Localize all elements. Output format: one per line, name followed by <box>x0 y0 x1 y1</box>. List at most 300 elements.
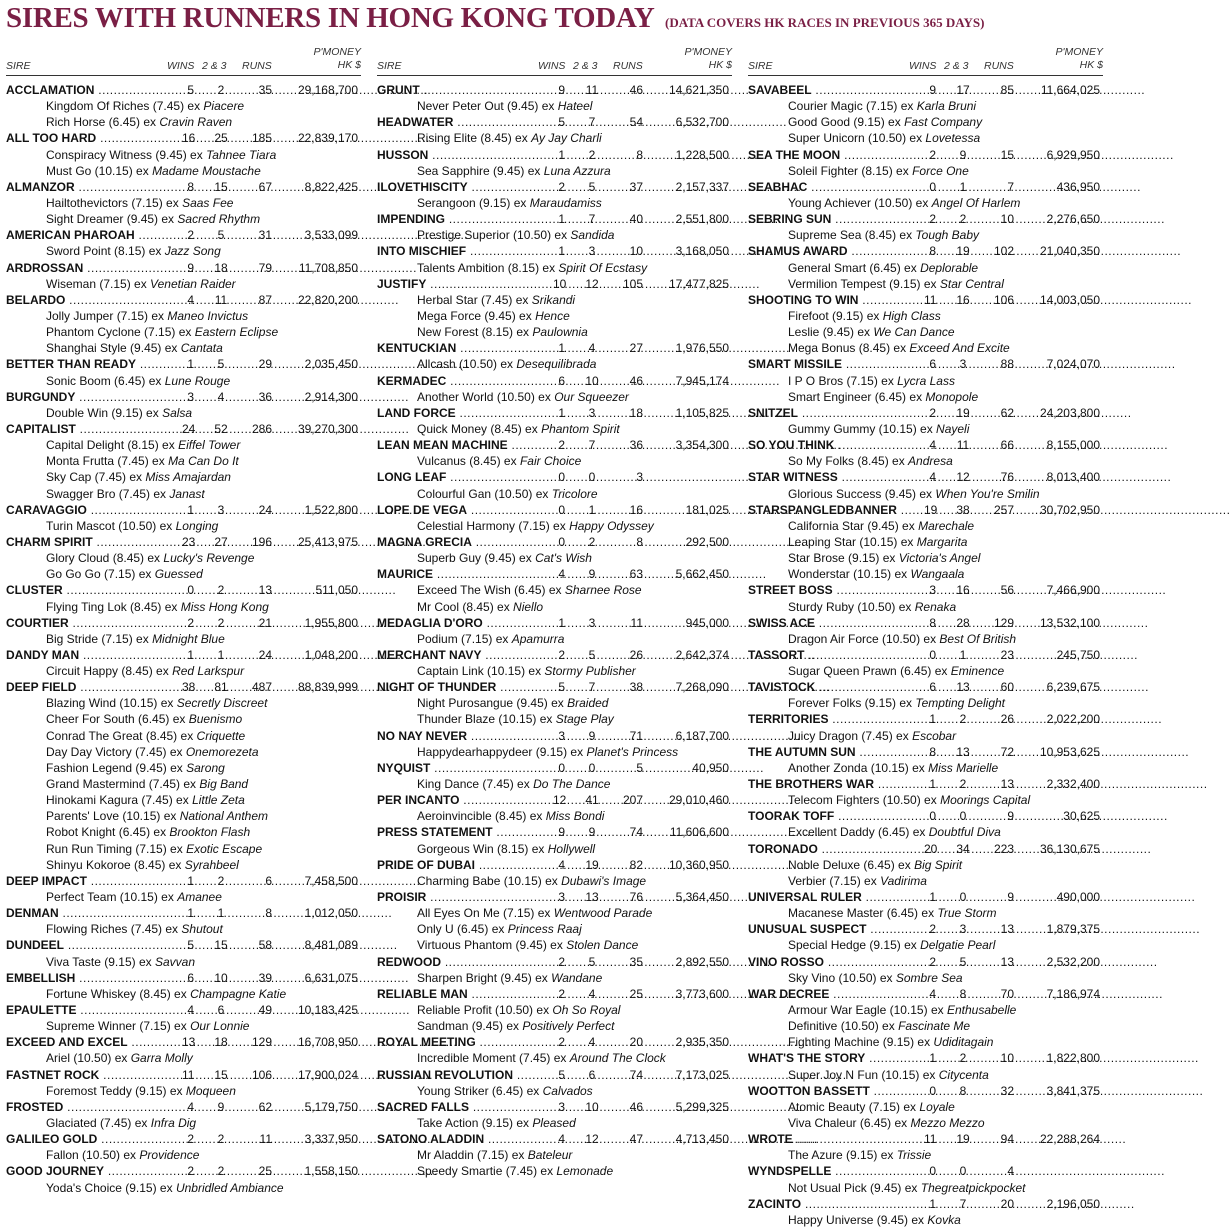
runner-name: Reliable Profit (10.50) ex <box>417 1003 550 1018</box>
runner-dam: Red Larkspur <box>172 664 245 679</box>
runner-name: California Star (9.45) ex <box>788 518 915 533</box>
sire-places: 17 <box>956 83 970 97</box>
sire-runs: 38 <box>629 680 643 695</box>
sire-prize-money: 22,820,200 <box>297 292 358 307</box>
runner-dam: Tempting Delight <box>915 696 1005 711</box>
runner-name: Incredible Moment (7.45) ex <box>417 1051 567 1066</box>
sire-row <box>6 1131 361 1147</box>
sire-places: 3 <box>217 502 225 517</box>
sire-prize-money: 7,466,900 <box>1046 583 1100 598</box>
sire-runs: 8 <box>265 906 272 921</box>
runner-row <box>6 728 361 744</box>
sire-prize-money: 16,708,950 <box>297 1035 358 1050</box>
runner-name: Double Win (9.15) ex <box>46 405 159 420</box>
runner-name: Sandman (9.45) ex <box>417 1019 520 1034</box>
runner-dam: Dubawi's Image <box>561 873 647 888</box>
sire-list <box>6 76 361 1196</box>
sire-prize-money: 24,203,800 <box>1039 405 1100 420</box>
sire-wins: 1 <box>558 212 565 227</box>
runner-name: Definitive (10.50) ex <box>788 1019 895 1034</box>
sire-places: 1 <box>959 647 967 662</box>
sire-wins: 8 <box>929 615 936 630</box>
sire-wins: 0 <box>558 534 565 549</box>
sire-wins: 1 <box>558 147 565 162</box>
sire-name: LEAN MEAN MACHINE ..... <box>377 437 562 453</box>
sire-places: 2 <box>217 873 225 888</box>
sire-runs: 40 <box>629 212 643 227</box>
sire-row <box>377 147 732 163</box>
sire-name: HEADWATER ..... <box>377 114 562 130</box>
runner-dam: Sharnee Rose <box>564 583 642 598</box>
sire-wins: 5 <box>558 680 565 695</box>
runner-name: Sky Cap (7.45) ex <box>46 470 143 485</box>
sire-row <box>748 147 1103 163</box>
sire-places: 7 <box>588 115 596 130</box>
sire-places: 2 <box>959 712 967 727</box>
runner-dam: Loyale <box>919 1099 955 1114</box>
sire-prize-money: 1,105,825 <box>675 405 729 420</box>
runner-dam: Hence <box>535 308 570 323</box>
runner-name: Night Purosangue (9.45) ex <box>417 696 564 711</box>
runner-row <box>748 824 1103 840</box>
runner-dam: Maneo Invictus <box>167 308 249 323</box>
runner-row <box>6 986 361 1002</box>
sire-row <box>6 82 361 98</box>
sire-places: 0 <box>959 1164 967 1179</box>
runner-dam: Thegreatpickpocket <box>920 1180 1026 1195</box>
sire-row <box>377 986 732 1002</box>
runner-dam: Big Band <box>199 777 249 792</box>
sire-prize-money: 10,953,625 <box>1039 744 1100 759</box>
sire-wins: 0 <box>929 1083 936 1098</box>
runner-name: Never Peter Out (9.45) ex <box>417 99 555 114</box>
runner-row <box>377 308 732 324</box>
runner-dam: Best Of British <box>939 631 1017 646</box>
runner-row <box>748 599 1103 615</box>
sire-prize-money: 14,003,050 <box>1039 292 1100 307</box>
sire-wins: 4 <box>558 1132 565 1147</box>
sire-prize-money: 29,168,700 <box>297 83 358 97</box>
runner-row <box>377 130 732 146</box>
sire-row <box>748 954 1103 970</box>
sire-prize-money: 22,288,264 <box>1039 1132 1100 1147</box>
sire-name: GALILEO GOLD ..... <box>6 1131 191 1147</box>
sire-wins: 6 <box>929 357 936 372</box>
sire-places: 10 <box>585 373 599 388</box>
runner-name: Rising Elite (8.45) ex <box>417 131 528 146</box>
sire-row <box>6 130 361 146</box>
runner-name: Quick Money (8.45) ex <box>417 421 538 436</box>
runner-dam: Victoria's Angel <box>898 551 981 566</box>
sire-wins: 9 <box>558 825 565 840</box>
sire-places: 9 <box>588 825 596 840</box>
sire-wins: 9 <box>558 83 565 97</box>
sire-name: SEABHAC ..... <box>748 179 933 195</box>
runner-name: Mega Force (9.45) ex <box>417 308 532 323</box>
header-places: 2 & 3 <box>573 60 598 72</box>
runner-row <box>748 1147 1103 1163</box>
sire-runs: 66 <box>1000 438 1014 453</box>
sire-places: 4 <box>588 341 596 356</box>
runner-row <box>6 631 361 647</box>
sire-places: 18 <box>214 1035 228 1050</box>
sire-runs: 87 <box>258 292 272 307</box>
sire-name: FROSTED ..... <box>6 1099 191 1115</box>
runner-row <box>6 340 361 356</box>
sire-runs: 74 <box>629 825 643 840</box>
runner-name: Big Stride (7.15) ex <box>46 631 149 646</box>
sire-row <box>377 889 732 905</box>
sire-wins: 24 <box>182 421 196 436</box>
sire-wins: 0 <box>558 502 565 517</box>
runner-row <box>6 808 361 824</box>
sire-row <box>377 954 732 970</box>
sire-wins: 11 <box>182 1067 195 1082</box>
sire-row <box>748 82 1103 98</box>
runner-row <box>377 663 732 679</box>
runner-name: Supreme Sea (8.45) ex <box>788 228 913 243</box>
runner-dam: Pleased <box>532 1116 576 1130</box>
sire-wins: 1 <box>558 341 565 356</box>
sire-places: 25 <box>214 131 228 146</box>
runner-name: Leaping Star (10.15) ex <box>788 534 914 549</box>
runner-name: Gummy Gummy (10.15) ex <box>788 421 933 436</box>
sire-name: LOPE DE VEGA ..... <box>377 502 562 518</box>
runner-name: Macanese Master (6.45) ex <box>788 906 935 921</box>
sire-row <box>6 1099 361 1115</box>
sire-wins: 1 <box>187 906 194 921</box>
sire-name: SHAMUS AWARD ..... <box>748 243 933 259</box>
runner-name: Super Joy N Fun (10.15) ex <box>788 1067 936 1082</box>
runner-dam: Kovka <box>927 1212 961 1227</box>
runner-dam: Salsa <box>162 405 193 420</box>
runner-name: Noble Deluxe (6.45) ex <box>788 857 911 872</box>
sire-prize-money: 2,935,350 <box>675 1035 729 1050</box>
sire-wins: 12 <box>553 793 567 808</box>
sire-row <box>6 970 361 986</box>
sire-runs: 10 <box>629 244 643 259</box>
sire-name: PROISIR ..... <box>377 889 562 905</box>
runner-dam: Sarong <box>186 760 225 775</box>
runner-dam: Wandane <box>551 970 603 985</box>
sire-runs: 13 <box>1000 777 1014 792</box>
runner-dam: Stolen Dance <box>566 938 639 953</box>
sire-wins: 5 <box>558 1067 565 1082</box>
sire-places: 5 <box>588 179 596 194</box>
sire-row <box>748 469 1103 485</box>
header-runs: RUNS <box>242 60 272 72</box>
header-prize-money-line2: HK $ <box>1079 59 1103 71</box>
sire-runs: 129 <box>993 615 1014 630</box>
sire-runs: 16 <box>629 502 643 517</box>
sire-prize-money: 6,532,700 <box>675 115 729 130</box>
sire-runs: 102 <box>993 244 1014 259</box>
sire-wins: 2 <box>187 1132 194 1147</box>
sire-wins: 5 <box>187 83 194 97</box>
sire-runs: 39 <box>258 970 272 985</box>
runner-dam: Onemorezeta <box>185 744 259 759</box>
sire-runs: 72 <box>1000 744 1014 759</box>
runner-name: Courier Magic (7.15) ex <box>788 99 914 114</box>
runner-row <box>748 421 1103 437</box>
sire-row <box>6 179 361 195</box>
runner-row <box>377 970 732 986</box>
sire-places: 7 <box>588 438 596 453</box>
runner-dam: Escobar <box>912 728 957 743</box>
sire-prize-money: 292,500 <box>685 534 729 549</box>
sire-runs: 54 <box>629 115 643 130</box>
runner-name: Serangoon (9.15) ex <box>417 195 527 210</box>
sire-name: TERRITORIES ..... <box>748 711 933 727</box>
sire-wins: 0 <box>929 1164 936 1179</box>
runner-name: Circuit Happy (8.45) ex <box>46 664 169 679</box>
runner-row <box>377 776 732 792</box>
sire-prize-money: 14,621,350 <box>668 83 729 97</box>
sire-row <box>377 114 732 130</box>
runner-row <box>748 114 1103 130</box>
sire-wins: 23 <box>182 534 196 549</box>
runner-row <box>377 98 732 114</box>
sire-runs: 74 <box>629 1067 643 1082</box>
sire-wins: 9 <box>929 83 936 97</box>
sire-name: WHAT'S THE STORY ..... <box>748 1050 933 1066</box>
runner-dam: Sombre Sea <box>895 970 963 985</box>
runner-dam: High Class <box>882 308 941 323</box>
runner-row <box>377 324 732 340</box>
runner-name: Soleil Fighter (8.15) ex <box>788 163 909 178</box>
runner-dam: Citycenta <box>938 1067 989 1082</box>
sire-prize-money: 181,025 <box>685 502 729 517</box>
sire-prize-money: 3,841,375 <box>1046 1083 1100 1098</box>
sire-places: 2 <box>217 583 225 598</box>
sire-name: PER INCANTO ..... <box>377 792 562 808</box>
sire-row <box>748 356 1103 372</box>
runner-row <box>748 1034 1103 1050</box>
sire-name: PRESS STATEMENT ..... <box>377 824 562 840</box>
runner-name: Sword Point (8.15) ex <box>46 244 162 259</box>
sire-row <box>748 292 1103 308</box>
runner-dam: Exotic Escape <box>186 841 263 856</box>
sire-wins: 1 <box>187 647 194 662</box>
sire-wins: 19 <box>924 502 938 517</box>
sire-places: 0 <box>959 890 967 905</box>
sire-places: 13 <box>956 680 970 695</box>
sire-prize-money: 5,364,450 <box>675 890 729 905</box>
runner-dam: Desequilibrada <box>516 357 597 372</box>
runner-row <box>6 243 361 259</box>
runner-row <box>6 921 361 937</box>
runner-name: Conspiracy Witness (9.45) ex <box>46 147 203 162</box>
runner-row <box>6 486 361 502</box>
sire-name: SACRED FALLS ..... <box>377 1099 562 1115</box>
runner-dam: Miss Marielle <box>928 760 999 775</box>
sire-runs: 56 <box>1000 583 1014 598</box>
sire-wins: 2 <box>187 615 194 630</box>
runner-row <box>748 1002 1103 1018</box>
sire-prize-money: 7,173,025 <box>675 1067 729 1082</box>
sire-name: CARAVAGGIO ..... <box>6 502 191 518</box>
sire-runs: 11 <box>630 615 643 630</box>
sire-runs: 62 <box>1000 405 1014 420</box>
sire-wins: 2 <box>929 147 936 162</box>
runner-dam: Monopole <box>925 389 979 404</box>
header-places: 2 & 3 <box>202 60 227 72</box>
sire-name: MAGNA GRECIA ..... <box>377 534 562 550</box>
sire-places: 19 <box>956 405 970 420</box>
sire-prize-money: 511,050 <box>315 583 358 598</box>
runner-dam: Stormy Publisher <box>544 664 636 679</box>
runner-row <box>377 905 732 921</box>
sire-runs: 9 <box>1007 890 1014 905</box>
runner-row <box>748 663 1103 679</box>
sire-runs: 10 <box>1000 1051 1014 1066</box>
sire-prize-money: 1,955,800 <box>304 615 358 630</box>
sire-row <box>6 679 361 695</box>
sire-runs: 79 <box>258 260 272 275</box>
sire-prize-money: 3,168,050 <box>675 244 729 259</box>
sire-places: 2 <box>217 1164 225 1179</box>
sire-prize-money: 25,413,975 <box>297 534 358 549</box>
sire-row <box>748 921 1103 937</box>
sire-prize-money: 436,950 <box>1056 179 1100 194</box>
sire-prize-money: 17,477,825 <box>668 276 729 291</box>
sire-prize-money: 17,900,024 <box>297 1067 358 1082</box>
sire-places: 2 <box>217 615 225 630</box>
runner-name: Fallon (10.50) ex <box>46 1148 137 1163</box>
sire-runs: 13 <box>1000 954 1014 969</box>
runner-row <box>6 599 361 615</box>
runner-dam: Apamurra <box>511 631 565 646</box>
runner-dam: Champagne Katie <box>190 986 287 1001</box>
sire-runs: 47 <box>629 1132 643 1147</box>
runner-name: Charming Babe (10.15) ex <box>417 873 558 888</box>
sire-wins: 2 <box>558 438 565 453</box>
sire-places: 5 <box>588 954 596 969</box>
sire-row <box>6 1034 361 1050</box>
runner-dam: Marechale <box>918 518 975 533</box>
runner-row <box>748 1212 1103 1228</box>
sire-places: 12 <box>585 276 599 291</box>
runner-row <box>377 873 732 889</box>
runner-row <box>377 389 732 405</box>
sire-runs: 25 <box>258 1164 272 1179</box>
sire-places: 7 <box>588 212 596 227</box>
sire-prize-money: 2,892,550 <box>675 954 729 969</box>
sire-name: KENTUCKIAN ..... <box>377 340 562 356</box>
sire-runs: 9 <box>1007 809 1014 824</box>
runner-name: Flying Ting Lok (8.45) ex <box>46 599 178 614</box>
sire-row <box>6 905 361 921</box>
runner-dam: Niello <box>513 599 544 614</box>
runner-row <box>6 776 361 792</box>
sire-row <box>377 1034 732 1050</box>
runner-name: Hinokami Kagura (7.45) ex <box>46 793 189 808</box>
sire-runs: 5 <box>636 760 643 775</box>
runner-row <box>748 970 1103 986</box>
sire-runs: 35 <box>629 954 643 969</box>
sire-prize-money: 29,010,460 <box>668 793 729 808</box>
runner-name: Thunder Blaze (10.15) ex <box>417 712 553 727</box>
sire-runs: 24 <box>258 647 272 662</box>
runner-row <box>377 550 732 566</box>
sires-column-3 <box>748 40 1103 1228</box>
runner-dam: Fair Choice <box>519 454 582 469</box>
sire-runs: 46 <box>629 83 643 97</box>
header-prize-money-line1: P'MONEY <box>1055 46 1103 58</box>
runner-name: Sky Vino (10.50) ex <box>788 970 893 985</box>
sire-runs: 60 <box>1000 680 1014 695</box>
runner-dam: Garra Molly <box>130 1051 193 1066</box>
sire-wins: 1 <box>558 615 565 630</box>
sire-prize-money: 3,533,099 <box>304 228 358 243</box>
runner-dam: Force One <box>912 163 969 178</box>
sire-name: SO YOU THINK ..... <box>748 437 933 453</box>
runner-row <box>748 453 1103 469</box>
runner-dam: Saas Fee <box>182 195 234 210</box>
runner-row <box>6 453 361 469</box>
sire-row <box>748 1163 1103 1179</box>
runner-dam: We Can Dance <box>873 325 955 340</box>
runner-name: Armour War Eagle (10.15) ex <box>788 1003 944 1018</box>
sire-prize-money: 2,157,337 <box>675 179 729 194</box>
runner-name: Celestial Harmony (7.15) ex <box>417 518 566 533</box>
sire-runs: 21 <box>258 615 272 630</box>
sire-row <box>377 211 732 227</box>
sire-wins: 2 <box>929 212 936 227</box>
sire-row <box>377 502 732 518</box>
sire-name: STARSPANGLEDBANNER ..... <box>748 502 933 518</box>
runner-name: Glorious Success (9.45) ex <box>788 486 933 501</box>
sire-places: 5 <box>959 954 967 969</box>
runner-row <box>377 292 732 308</box>
sire-places: 13 <box>585 890 599 905</box>
runner-row <box>748 324 1103 340</box>
sire-name: LONG LEAF ..... <box>377 469 562 485</box>
runner-row <box>377 1115 732 1131</box>
sire-name: DUNDEEL ..... <box>6 937 191 953</box>
sire-runs: 185 <box>251 131 272 146</box>
runner-dam: Deplorable <box>920 260 979 275</box>
title-row <box>6 2 1093 34</box>
runner-name: Fashion Legend (9.45) ex <box>46 760 183 775</box>
sire-name: CHARM SPIRIT ..... <box>6 534 191 550</box>
sire-name: UNUSUAL SUSPECT ..... <box>748 921 933 937</box>
runner-name: Podium (7.15) ex <box>417 631 509 646</box>
runner-name: Take Action (9.15) ex <box>417 1116 530 1130</box>
header-sire: SIRE <box>377 60 402 72</box>
sire-name: DEEP IMPACT ..... <box>6 873 191 889</box>
runner-dam: Providence <box>139 1148 200 1163</box>
runner-dam: Around The Clock <box>569 1051 666 1066</box>
sire-name: DEEP FIELD ..... <box>6 679 191 695</box>
sire-row <box>6 389 361 405</box>
runner-row <box>6 518 361 534</box>
sire-runs: 487 <box>251 680 272 695</box>
runner-dam: National Anthem <box>179 809 268 824</box>
runner-row <box>748 276 1103 292</box>
sire-places: 8 <box>959 986 967 1001</box>
sire-row <box>6 873 361 889</box>
sire-row <box>377 243 732 259</box>
sire-places: 19 <box>585 857 599 872</box>
sire-row <box>377 792 732 808</box>
runner-row <box>6 857 361 873</box>
runner-row <box>6 1050 361 1066</box>
sire-prize-money: 1,012,050 <box>304 906 358 921</box>
sire-name: TORONADO ..... <box>748 841 933 857</box>
sire-places: 7 <box>959 1196 967 1211</box>
runner-row <box>748 937 1103 953</box>
